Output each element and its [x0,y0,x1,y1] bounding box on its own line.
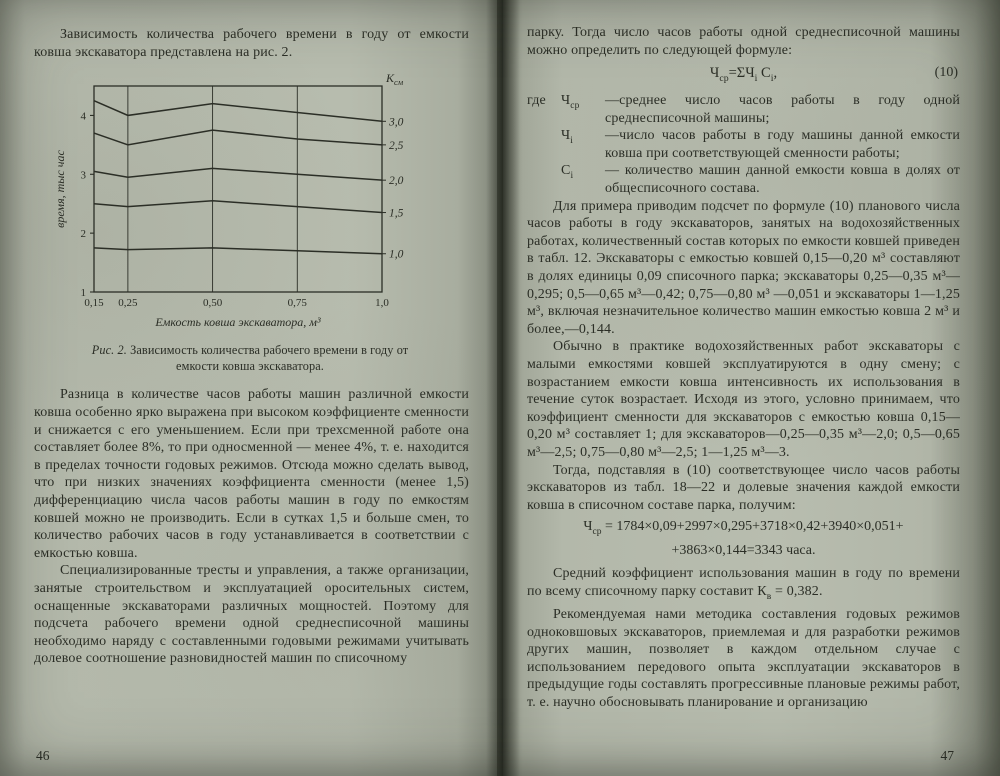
body-paragraph: Тогда, подставляя в (10) соответствующее число часов работы экскаваторов из табл. 18—22 и долевые значения каждой емкости ковша в списочном составе парка, получим: [527,462,960,513]
svg-text:3: 3 [80,169,86,182]
definition-text: — количество машин данной емкости ковша в долях от общесписочного состава. [605,163,960,197]
svg-text:2: 2 [80,228,86,241]
definition-row [527,92,960,127]
body-paragraph: Разница в количестве часов работы машин различной емкости ковша особенно ярко выражена при высоком коэффициенте сменности и снижается с его уменьшением. Если при трехсменной работе она составляет более 8%, то при односменной — менее 4%, т. е. находится в пределах точности годовых режимов. Отсюда можно сделать вывод, что при низких значениях коэффициента сменности (менее 1,5) дифференциацию числа часов работы машин в году по емкостям ковшей можно не производить. Если в сутках 1,5 и больше смен, то количество рабочих часов в году устанавливается в соответствии с емкостью ковша. [34,387,469,561]
formula-number: (10) [934,65,958,81]
svg-text:1,5: 1,5 [389,207,404,220]
equation-line: +3863×0,144=3343 часа. [671,542,816,558]
formula-row [527,65,960,84]
svg-text:3,0: 3,0 [389,116,404,129]
svg-text:0,25: 0,25 [118,297,138,310]
line-chart [52,70,432,334]
definition-row [527,162,960,197]
svg-text:0,50: 0,50 [202,297,223,310]
body-paragraph: Для примера приводим подсчет по формуле (10) планового числа часов работы в году экскаваторов, занятых на водохозяйственных работах, количественный состав которых по емкости ковшей приведен в табл. 12. Экскаваторы с емкостью ковшей 0,15—0,20 м³ составляют в долях единицы 0,09 списочного парка; экскаваторы 0,25—0,35 м³—0,295; 0,5—0,65 м³—0,42; 0,75—0,80 м³ —0,051 и экскаваторы 1—1,25 м³, включая незначительное количество машин емкостью ковша 2 м³ и более,—0,144. [527,198,960,337]
svg-text:Емкость ковша экскаватора, м³: Емкость ковша экскаватора, м³ [155,315,321,330]
svg-text:1: 1 [80,287,86,300]
body-paragraph: Специализированные тресты и управления, а также организации, занятые строительством и эксплуатацией оросительных систем, оснащенные экскаваторами различных мощностей. Поэтому для подсчета рабочего времени одной среднесписочной машины необходимо наряду с составленными годовыми режимами учитывать долевое соотношение разновидностей машин по списочному [34,563,469,667]
svg-text:0,15: 0,15 [84,297,104,310]
equation-block [527,518,960,560]
definition-term: $Ч_{ср}$ [561,93,580,111]
chart-figure [52,70,448,374]
svg-text:2,0: 2,0 [389,175,404,188]
figure-caption: Рис. 2. Зависимость количества рабочего времени в году от емкости ковша экскаватора. [91,343,409,373]
svg-text:Ксм: $К_{см}$ [386,71,404,88]
definition-prefix: где [527,93,546,109]
svg-text:4: 4 [80,110,86,123]
definition-term: $С_i$ [561,163,574,182]
svg-text:0,75: 0,75 [287,297,307,310]
svg-text:1,0: 1,0 [389,248,404,261]
svg-text:2,5: 2,5 [389,140,404,153]
body-paragraph: парку. Тогда число часов работы одной среднесписочной машины можно определить по следующей формуле: [527,25,960,58]
definition-prefix [527,162,561,197]
page-number: 47 [940,748,954,763]
svg-text:1,0: 1,0 [375,297,389,310]
definition-prefix [527,127,561,162]
equation-line: $Ч_{ср} = 1784\times 0,09+2997\times 0,295+3718\times 0,42+3940\times 0,051+$ [583,519,904,538]
svg-text:время, тыс час: время, тыс час [53,150,67,229]
body-paragraph: Рекомендуемая нами методика составления годовых режимов одноковшовых экскаваторов, приемлемая и для разработки режимов других машин, позволяет в каждом отдельном случае с использованием передового опыта эксплуатации экскаваторов в предыдущие годы составлять прогрессивные плановые режимы работ, т. е. научно обосновывать планирование и организацию [527,607,960,711]
body-paragraph: Обычно в практике водохозяйственных работ экскаваторы с малыми емкостями ковшей эксплуатируются в одну смену; с возрастанием емкости ковша интенсивность их использования в течение суток возрастает. Исходя из этого, условно принимаем, что коэффициент сменности для экскаваторов с емкостью ковша 0,15—0,20 м³ составляет 1; для экскаваторов—0,25—0,35 м³—2,0; 0,5—0,65 м³—2,5; 0,75—0,80 м³—2,5; 1—1,25 м³—3. [527,339,960,460]
definition-row [527,127,960,162]
right-page [503,0,1000,776]
page-number: 46 [36,748,50,763]
intro-paragraph: Зависимость количества рабочего времени в году от емкости ковша экскаватора представлена на рис. 2. [34,27,469,60]
body-paragraph: Средний коэффициент использования машин в году по времени по всему списочному парку составит $К_в = 0,382$. [527,566,960,602]
left-page [0,0,497,776]
formula: $Ч_{ср}=\Sigma Ч_i$ $С_i$, [709,65,778,85]
definition-text: —число часов работы в году машины данной емкости ковша при соответствующей сменности работы; [605,128,960,161]
definition-term: $Ч_i$ [561,128,574,147]
definition-text: —среднее число часов работы в году одной среднесписочной машины; [605,93,960,126]
